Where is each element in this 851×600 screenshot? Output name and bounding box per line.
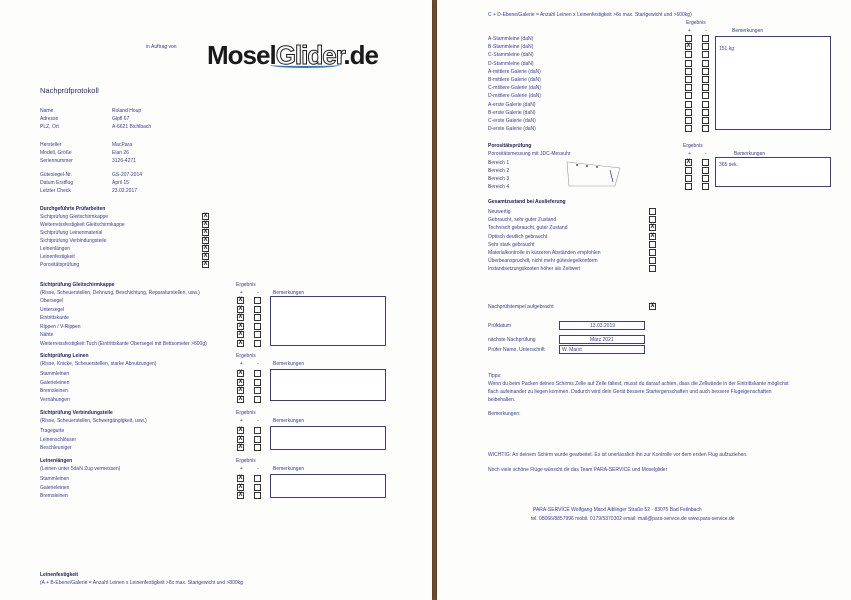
kappe-bemerkungen: Bemerkungen — [273, 290, 305, 296]
durch-title: Durchgeführte Prüfarbeiten — [40, 206, 106, 212]
kappe-title: Sichtprüfung Gleitschirmkappe — [40, 282, 115, 288]
poro-minus-checkbox[interactable] — [702, 167, 709, 174]
info-value: MacPara — [112, 142, 133, 148]
info-label: Modell, Größe — [40, 150, 72, 156]
kappe-item-label: Nähte — [40, 332, 54, 339]
festigkeit-sub: (A + B-Ebene/Galerie = Anzahl Leinen x Leinenfestigkeit >8x max. Startgewicht und >800kg — [40, 580, 243, 586]
gesamt-item-label: Überbeanspruchdt, nicht mehr gütesiegelkonform — [488, 258, 598, 265]
info-value: 3126-4271 — [112, 158, 136, 164]
kappe-plus-checkbox[interactable]: X — [238, 314, 243, 321]
right-page — [437, 0, 851, 600]
verbind-minus-checkbox[interactable] — [254, 444, 261, 451]
wichtig-text: WICHTIG: An deinem Schirm wurde gearbeitet. Es ist unerlässlich ihn zur Kontrolle vor dem ersten Flug aufzuziehen. — [488, 452, 748, 458]
kappe-plus-checkbox[interactable]: X — [238, 340, 243, 346]
lines-remark: 151 kg — [719, 46, 735, 52]
bemerkungen-label: Bemerkungen — [732, 28, 764, 34]
bemerk-title: Bemerkungen: — [488, 411, 521, 417]
laengen-plus-checkbox[interactable]: X — [238, 483, 243, 490]
gesamt-title: Gesamtzustand bei Auslieferung — [488, 199, 566, 205]
leinen-minus-checkbox[interactable] — [254, 379, 261, 386]
gesamt-item-label: Materialkontrolle in kürzeren Abständen empfohlen — [488, 250, 601, 256]
info-value: A-6621 Bichlbach — [112, 124, 152, 130]
gesamt-item-label: Sehr stark gebraucht — [488, 241, 535, 248]
kappe-item-label: Eintrittskante — [40, 315, 69, 322]
leinen-minus: - — [257, 361, 259, 367]
durch-item-checkbox[interactable]: X — [203, 229, 208, 235]
kappe-minus-checkbox[interactable] — [254, 331, 261, 338]
poro-remark: 365 sek. — [719, 162, 738, 168]
leinen-bemerkungen: Bemerkungen — [273, 361, 305, 367]
line-label: A-mittlere Galerie (daN) — [488, 68, 541, 75]
line-label: D-erste Galerie (daN) — [488, 126, 536, 133]
kappe-plus-checkbox[interactable]: X — [238, 305, 243, 312]
laengen-ergebnis: Ergebnis — [236, 458, 256, 464]
poro-minus-checkbox[interactable] — [702, 175, 709, 182]
poro-item-label: Bereich 2 — [488, 168, 510, 174]
line-minus-checkbox[interactable] — [702, 51, 709, 58]
pruef-value-box[interactable] — [559, 335, 645, 344]
verbind-title: Sichtprüfung Verbindungsteile — [40, 410, 113, 416]
line-minus-checkbox[interactable] — [702, 35, 709, 42]
poro-plus-checkbox[interactable] — [685, 167, 692, 174]
poro-item-label: Bereich 4 — [488, 184, 510, 190]
line-minus-checkbox[interactable] — [702, 76, 709, 83]
durch-item-checkbox[interactable]: X — [203, 213, 208, 219]
leinen-ergebnis: Ergebnis — [236, 353, 256, 359]
kappe-plus-checkbox[interactable]: X — [238, 322, 243, 329]
laengen-plus-checkbox[interactable]: X — [238, 475, 243, 481]
line-minus-checkbox[interactable] — [702, 60, 709, 67]
pruef-value: März 2021 — [590, 337, 614, 343]
info-label: Seriennummer — [40, 158, 73, 164]
gesamt-checkbox[interactable] — [649, 265, 656, 272]
verbind-item-label: Leinenschlösser — [40, 436, 77, 443]
poro-item-label: Bereich 3 — [488, 176, 510, 182]
gesamt-item-label: Neuwertig — [488, 209, 511, 215]
laengen-bemerkungen: Bemerkungen — [273, 466, 305, 472]
poro-plus-checkbox[interactable] — [685, 175, 692, 182]
tipps-line-2: flach aufeinander zu liegen kommen. Dadurch wird dein Gerät bessere Startergenschaften und auch bessere Flugeigenschaften — [488, 389, 772, 395]
verbind-item-label: Beschleuniger — [40, 445, 72, 452]
line-plus-checkbox[interactable]: X — [686, 43, 691, 50]
gesamt-checkbox[interactable]: X — [650, 224, 655, 231]
festigkeit-title: Leinenfestigkeit — [40, 572, 79, 578]
kappe-item-label: Rippen / V-Rippen — [40, 323, 81, 330]
line-plus-checkbox[interactable] — [685, 84, 692, 91]
line-minus-checkbox[interactable] — [702, 117, 709, 124]
kappe-minus: - — [257, 290, 259, 296]
kappe-plus-checkbox[interactable]: X — [238, 297, 243, 303]
gesamt-checkbox[interactable] — [649, 216, 656, 223]
ergebnis-label: Ergebnis — [686, 20, 706, 26]
line-label: C-Stammleine (daN) — [488, 52, 534, 59]
durch-item-label: Sichtprüfung Leinenmaterial — [40, 230, 103, 236]
info-value: Gipfl 67 — [112, 116, 130, 122]
lines-remark-box — [715, 36, 831, 130]
verbind-plus: + — [240, 418, 243, 424]
leinen-item-label: Vernähungen — [40, 396, 70, 403]
verbind-minus: - — [257, 418, 259, 424]
laengen-plus: + — [240, 466, 243, 472]
pruef-value: W. Marxt — [562, 347, 582, 353]
poro-minus-checkbox[interactable] — [702, 159, 709, 166]
line-label: B-mittlere Galerie (daN) — [488, 77, 541, 83]
line-minus-checkbox[interactable] — [702, 101, 709, 108]
tipps-line-1: Wenn du beim Packen deines Schirms Zelle auf Zelle faltest, musst du darauf achten, dass die Zellwände in der Eintrittskante möglichst — [488, 381, 789, 387]
gesamt-checkbox[interactable] — [649, 208, 656, 215]
kappe-minus-checkbox[interactable] — [254, 314, 261, 321]
pruef-value-box[interactable] — [559, 345, 645, 354]
poro-ergebnis: Ergebnis — [683, 143, 703, 149]
line-minus-checkbox[interactable] — [702, 109, 709, 116]
laengen-minus: - — [257, 466, 259, 472]
laengen-minus-checkbox[interactable] — [254, 492, 261, 499]
line-label: A-Stammleine (daN) — [488, 36, 534, 42]
line-plus-checkbox[interactable] — [685, 125, 692, 132]
pruef-label: nächste Nachprüfung — [488, 337, 536, 343]
poro-minus-checkbox[interactable] — [702, 183, 709, 190]
poro-plus-checkbox[interactable] — [685, 183, 692, 190]
pruef-label: Prüfdatum — [488, 323, 512, 329]
line-minus-checkbox[interactable] — [702, 125, 709, 132]
kappe-minus-checkbox[interactable] — [254, 306, 261, 313]
line-label: C-erste Galerie (daN) — [488, 118, 536, 124]
gesamt-item-label: Gebraucht, sehr guter Zustand — [488, 217, 557, 224]
info-label: Adresse — [40, 116, 59, 122]
verbind-remarks-box[interactable] — [270, 426, 386, 450]
poro-sub: Porositätsmessung mit JDC-Messuhr — [488, 151, 571, 157]
kappe-minus-checkbox[interactable] — [254, 340, 261, 347]
kappe-plus-checkbox[interactable]: X — [238, 331, 243, 338]
durch-item-label: Sichtprüfung Gleitschirmkappe — [40, 214, 109, 220]
verbind-minus-checkbox[interactable] — [254, 436, 261, 443]
line-plus-checkbox[interactable] — [685, 109, 692, 116]
gesamt-item-label: Technisch gebraucht, guter Zustand — [488, 225, 568, 232]
verbind-sub: (Risse, Scheuerstellen, Schwergängigkeit, usw.) — [40, 418, 147, 424]
plus-label: + — [688, 28, 691, 34]
durch-item-checkbox[interactable]: X — [203, 261, 208, 267]
leinen-plus-checkbox[interactable]: X — [238, 387, 243, 394]
gruss-text: Noch viele schöne Flüge wünscht dir das Team PARA-SERVICE und Moselglider — [488, 467, 668, 473]
info-label: PLZ, Ort — [40, 124, 59, 130]
leinen-sub: (Risse, Knicke, Scheuerstellen, starke Abnutzungen) — [40, 361, 157, 367]
leinen-minus-checkbox[interactable] — [254, 396, 261, 403]
info-value: Roland Houp — [112, 108, 142, 114]
laengen-minus-checkbox[interactable] — [254, 475, 261, 482]
pruef-value-box[interactable] — [559, 321, 645, 330]
kappe-minus-checkbox[interactable] — [254, 297, 261, 304]
page-title: Nachprüfprotokoll — [40, 86, 99, 95]
stempel-label: Nachprüfstempel aufgebracht — [488, 304, 554, 310]
kappe-plus: + — [240, 290, 243, 296]
line-label: B-erste Galerie (daN) — [488, 109, 536, 116]
line-plus-checkbox[interactable] — [685, 101, 692, 108]
line-label: C-mittlere Galerie (daN) — [488, 85, 542, 92]
leinen-remarks-box[interactable] — [270, 369, 386, 401]
info-value: 23.02.2017 — [112, 188, 138, 194]
leinen-minus-checkbox[interactable] — [254, 387, 261, 394]
durch-item-label: Weiterreissfestigkeit Gleitschirmkappe — [40, 222, 125, 228]
verbind-bemerkungen: Bemerkungen — [273, 418, 305, 424]
right-header: C + D-Ebene/Galerie = Anzahl Leinen x Leinenfestigkeit >6x max. Startgewicht und >600kg) — [488, 12, 692, 18]
leinen-plus: + — [240, 361, 243, 367]
gesamt-item-label: Optisch deutlich gebraucht — [488, 233, 548, 240]
verbind-plus-checkbox[interactable]: X — [238, 444, 243, 451]
kappe-ergebnis: Ergebnis — [236, 282, 256, 288]
kappe-item-label: Obersegel — [40, 298, 64, 304]
durch-item-label: Sichtprüfung Verbindungsteile — [40, 238, 107, 244]
poro-item-label: Bereich 1 — [488, 160, 510, 166]
leinen-plus-checkbox[interactable]: X — [238, 370, 243, 376]
in-auftrag-text: in Auftrag von — [146, 44, 177, 50]
poro-remark-box — [715, 157, 831, 187]
line-minus-checkbox[interactable] — [702, 84, 709, 91]
leinen-item-label: Bremsleinen — [40, 388, 68, 395]
gesamt-checkbox[interactable] — [649, 249, 656, 256]
moselglider-logo: MoselGlider.de — [207, 40, 378, 70]
wing-sketch — [565, 158, 627, 190]
info-label: Name — [40, 108, 54, 114]
poro-bemerkungen: Bemerkungen — [734, 151, 766, 157]
stempel-checkbox[interactable]: X — [650, 303, 655, 309]
gesamt-checkbox[interactable] — [649, 257, 656, 264]
verbind-plus-checkbox[interactable]: X — [238, 435, 243, 442]
line-plus-checkbox[interactable] — [685, 92, 692, 99]
durch-item-label: Porositätsprüfung — [40, 262, 80, 268]
tipps-title: Tipps: — [488, 373, 502, 379]
line-plus-checkbox[interactable] — [685, 68, 692, 75]
info-value: GS-207-2014 — [112, 172, 143, 178]
line-label: D-mittlere Galerie (daN) — [488, 93, 542, 100]
leinen-title: Sichtprüfung Leinen — [40, 353, 89, 359]
info-label: Hersteller — [40, 142, 62, 148]
line-plus-checkbox[interactable] — [685, 117, 692, 124]
pruef-label: Prüfer Name, Unterschrift — [488, 347, 545, 353]
laengen-sub: (Leinen unter 5daN Zug vermessen) — [40, 466, 121, 472]
info-value: Elan 26 — [112, 150, 129, 156]
tipps-line-3: beibehalten. — [488, 397, 516, 403]
kappe-minus-checkbox[interactable] — [254, 323, 261, 330]
kappe-item-label: Untersegel — [40, 306, 65, 313]
line-plus-checkbox[interactable] — [685, 76, 692, 83]
pruef-value: 13.03.2019 — [590, 323, 616, 329]
info-label: Gütesiegel-Nr. — [40, 172, 72, 178]
laengen-item-label: Bremsleinen — [40, 493, 68, 500]
line-label: D-Stammleine (daN) — [488, 60, 534, 67]
line-plus-checkbox[interactable] — [685, 60, 692, 67]
gesamt-checkbox[interactable] — [649, 241, 656, 248]
kappe-sub: (Risse, Scheuerstellen, Dehnung, Beschichtung, Reparaturstellen, usw.) — [40, 290, 200, 296]
laengen-item-label: Stammleinen — [40, 476, 70, 482]
laengen-plus-checkbox[interactable]: X — [238, 492, 243, 499]
poro-minus: - — [705, 151, 707, 157]
verbind-minus-checkbox[interactable] — [254, 427, 261, 434]
kappe-remarks-box[interactable] — [270, 296, 386, 346]
laengen-minus-checkbox[interactable] — [254, 484, 261, 491]
verbind-ergebnis: Ergebnis — [236, 410, 256, 416]
footer-contact: tel. 08066/8857996 mobil. 0179/5370302 email: mail@para-service.de www.para-service.de — [531, 516, 735, 522]
leinen-item-label: Galerieleinen — [40, 379, 70, 386]
durch-item-label: Leinenfestigkeit — [40, 254, 75, 260]
logo-swoosh — [270, 62, 340, 68]
verbind-plus-checkbox[interactable]: X — [238, 427, 243, 433]
leinen-minus-checkbox[interactable] — [254, 370, 261, 377]
footer-address: PARA-SERVICE Wolfgang Marxt Aiblinger Straße 52 · 83075 Bad Feilnbach — [533, 507, 702, 513]
leinen-plus-checkbox[interactable]: X — [238, 378, 243, 385]
kappe-item-label: Weiterreissfestigkeit Tuch (Eintrittskante Obersegel mit Bettsometer >600g) — [40, 341, 207, 347]
durch-item-checkbox[interactable]: X — [203, 245, 208, 251]
poro-plus: + — [688, 151, 691, 157]
laengen-remarks-box[interactable] — [270, 474, 386, 498]
line-plus-checkbox[interactable] — [685, 35, 692, 42]
gesamt-item-label: Instandsetzungskosten höher als Zeitwert — [488, 266, 581, 273]
line-label: A-erste Galerie (daN) — [488, 101, 536, 108]
line-minus-checkbox[interactable] — [702, 68, 709, 75]
line-minus-checkbox[interactable] — [702, 92, 709, 99]
poro-plus-checkbox[interactable]: X — [686, 159, 691, 165]
gesamt-checkbox[interactable]: X — [650, 232, 655, 239]
line-label: B-Stammleine (daN) — [488, 44, 534, 51]
leinen-item-label: Stammleinen — [40, 371, 70, 377]
line-plus-checkbox[interactable] — [685, 51, 692, 58]
info-label: Datum Erstflug — [40, 180, 74, 186]
durch-item-label: Leinenlängen — [40, 246, 71, 252]
line-minus-checkbox[interactable] — [702, 43, 709, 50]
info-label: Letzter Check — [40, 188, 71, 194]
leinen-plus-checkbox[interactable]: X — [238, 395, 243, 402]
minus-label: - — [705, 28, 707, 34]
verbind-item-label: Tragegurte — [40, 428, 65, 434]
laengen-title: Leinenlängen — [40, 458, 73, 464]
durch-item-checkbox[interactable]: X — [203, 253, 208, 259]
info-value: April 15 — [112, 180, 129, 186]
laengen-item-label: Galerieleinen — [40, 484, 70, 491]
durch-item-checkbox[interactable]: X — [203, 221, 208, 227]
poro-title: Porositätsprüfung — [488, 143, 532, 149]
durch-item-checkbox[interactable]: X — [203, 237, 208, 243]
